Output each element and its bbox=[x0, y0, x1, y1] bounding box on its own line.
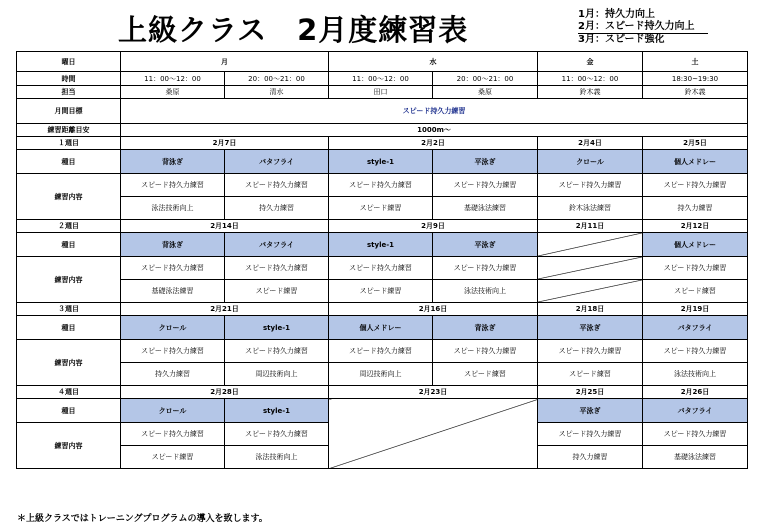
event-label: 種目 bbox=[17, 150, 121, 174]
event-row bbox=[17, 316, 748, 340]
event-cell: 平泳ぎ bbox=[538, 399, 643, 423]
content-cell: 基礎泳法練習 bbox=[121, 280, 225, 303]
event-cell: style-1 bbox=[329, 233, 433, 257]
event-cell: 平泳ぎ bbox=[433, 150, 538, 174]
content-cell: 泳法技術向上 bbox=[121, 197, 225, 220]
content-cell: スピード練習 bbox=[433, 363, 538, 386]
coach-row bbox=[17, 86, 748, 99]
date-cell: 2月18日 bbox=[538, 303, 643, 316]
date-cell: 2月25日 bbox=[538, 386, 643, 399]
content-row bbox=[17, 363, 748, 386]
date-cell: 2月21日 bbox=[121, 303, 329, 316]
content-cell: スピード持久力練習 bbox=[121, 423, 225, 446]
time-cell: 20：00～21：00 bbox=[225, 72, 329, 86]
day-wednesday: 水 bbox=[329, 52, 538, 72]
date-cell: 2月23日 bbox=[329, 386, 538, 399]
event-row bbox=[17, 233, 748, 257]
content-cell: スピード持久力練習 bbox=[538, 340, 643, 363]
coach-cell: 鈴木義 bbox=[538, 86, 643, 99]
date-cell: 2月2日 bbox=[329, 137, 538, 150]
content-cell: スピード持久力練習 bbox=[329, 174, 433, 197]
content-cell: スピード持久力練習 bbox=[643, 340, 748, 363]
page-title: 上級クラス 2月度練習表 bbox=[118, 13, 469, 47]
event-label: 種目 bbox=[17, 233, 121, 257]
content-cell: スピード持久力練習 bbox=[433, 257, 538, 280]
week-date-row bbox=[17, 386, 748, 399]
date-cell: 2月5日 bbox=[643, 137, 748, 150]
date-cell: 2月16日 bbox=[329, 303, 538, 316]
legend-item-february: 2月：スピード持久力向上 bbox=[578, 21, 708, 34]
content-cell: スピード練習 bbox=[538, 363, 643, 386]
event-cell: バタフライ bbox=[643, 316, 748, 340]
legend-item-january: 1月：持久力向上 bbox=[578, 9, 655, 20]
time-cell: 11：00～12：00 bbox=[121, 72, 225, 86]
week-label: ２週目 bbox=[17, 220, 121, 233]
content-cell: 鈴木泳法練習 bbox=[538, 197, 643, 220]
event-cell: バタフライ bbox=[225, 150, 329, 174]
event-cell: クロール bbox=[121, 316, 225, 340]
date-cell: 2月26日 bbox=[643, 386, 748, 399]
content-cell: スピード持久力練習 bbox=[121, 257, 225, 280]
date-cell: 2月19日 bbox=[643, 303, 748, 316]
event-cell: 平泳ぎ bbox=[538, 316, 643, 340]
content-row bbox=[17, 280, 748, 303]
date-cell: 2月11日 bbox=[538, 220, 643, 233]
content-cell: 泳法技術向上 bbox=[433, 280, 538, 303]
week-date-row bbox=[17, 137, 748, 150]
cancelled-cell bbox=[329, 399, 538, 469]
event-cell: 背泳ぎ bbox=[121, 150, 225, 174]
weekday-label: 曜日 bbox=[17, 52, 121, 72]
event-cell: style-1 bbox=[225, 316, 329, 340]
content-label: 練習内容 bbox=[17, 257, 121, 303]
event-cell: クロール bbox=[121, 399, 225, 423]
day-monday: 月 bbox=[121, 52, 329, 72]
event-cell: style-1 bbox=[225, 399, 329, 423]
coach-label: 担当 bbox=[17, 86, 121, 99]
content-cell: スピード練習 bbox=[643, 280, 748, 303]
coach-cell: 清水 bbox=[225, 86, 329, 99]
goal-label: 月間目標 bbox=[17, 99, 121, 124]
content-cell: スピード持久力練習 bbox=[225, 174, 329, 197]
distance-label: 練習距離目安 bbox=[17, 124, 121, 137]
time-label: 時間 bbox=[17, 72, 121, 86]
content-cell: スピード練習 bbox=[225, 280, 329, 303]
content-row bbox=[17, 340, 748, 363]
content-cell: スピード持久力練習 bbox=[643, 423, 748, 446]
cancelled-cell bbox=[538, 257, 643, 280]
footer-note: ＊上級クラスではトレーニングプログラムの導入を致します。 bbox=[17, 514, 268, 524]
content-cell: スピード持久力練習 bbox=[121, 174, 225, 197]
content-cell: 基礎泳法練習 bbox=[433, 197, 538, 220]
coach-cell: 桑原 bbox=[433, 86, 538, 99]
event-cell: 背泳ぎ bbox=[433, 316, 538, 340]
monthly-goal: スピード持久力練習 bbox=[121, 99, 748, 124]
content-cell: 泳法技術向上 bbox=[643, 363, 748, 386]
content-cell: スピード持久力練習 bbox=[329, 340, 433, 363]
distance-row bbox=[17, 124, 748, 137]
coach-cell: 田口 bbox=[329, 86, 433, 99]
content-cell: 持久力練習 bbox=[121, 363, 225, 386]
content-row bbox=[17, 197, 748, 220]
date-cell: 2月12日 bbox=[643, 220, 748, 233]
event-cell: 個人メドレー bbox=[643, 150, 748, 174]
content-cell: スピード持久力練習 bbox=[433, 340, 538, 363]
content-cell: スピード持久力練習 bbox=[538, 174, 643, 197]
content-cell: スピード持久力練習 bbox=[329, 257, 433, 280]
content-cell: 周辺技術向上 bbox=[225, 363, 329, 386]
content-cell: 基礎泳法練習 bbox=[643, 446, 748, 469]
content-cell: スピード持久力練習 bbox=[433, 174, 538, 197]
content-row bbox=[17, 257, 748, 280]
coach-cell: 桑原 bbox=[121, 86, 225, 99]
week-label: ４週目 bbox=[17, 386, 121, 399]
content-cell: スピード持久力練習 bbox=[643, 174, 748, 197]
time-cell: 11：00～12：00 bbox=[329, 72, 433, 86]
time-cell: 11：00～12：00 bbox=[538, 72, 643, 86]
day-friday: 金 bbox=[538, 52, 643, 72]
time-cell: 20：00～21：00 bbox=[433, 72, 538, 86]
content-cell: スピード持久力練習 bbox=[225, 423, 329, 446]
event-cell: 背泳ぎ bbox=[121, 233, 225, 257]
event-row bbox=[17, 399, 748, 423]
content-cell: 持久力練習 bbox=[538, 446, 643, 469]
content-cell: スピード持久力練習 bbox=[225, 340, 329, 363]
content-label: 練習内容 bbox=[17, 340, 121, 386]
event-cell: style-1 bbox=[329, 150, 433, 174]
week-label: １週目 bbox=[17, 137, 121, 150]
content-cell: スピード持久力練習 bbox=[121, 340, 225, 363]
legend-item-march: 3月：スピード強化 bbox=[578, 34, 665, 45]
content-label: 練習内容 bbox=[17, 174, 121, 220]
content-cell: スピード練習 bbox=[121, 446, 225, 469]
content-cell: スピード持久力練習 bbox=[538, 423, 643, 446]
date-cell: 2月4日 bbox=[538, 137, 643, 150]
week-date-row bbox=[17, 303, 748, 316]
content-row bbox=[17, 174, 748, 197]
date-cell: 2月7日 bbox=[121, 137, 329, 150]
week-label: ３週目 bbox=[17, 303, 121, 316]
goal-row bbox=[17, 99, 748, 124]
date-cell: 2月9日 bbox=[329, 220, 538, 233]
content-cell: スピード持久力練習 bbox=[643, 257, 748, 280]
content-cell: 周辺技術向上 bbox=[329, 363, 433, 386]
coach-cell: 鈴木義 bbox=[643, 86, 748, 99]
event-label: 種目 bbox=[17, 399, 121, 423]
date-cell: 2月28日 bbox=[121, 386, 329, 399]
week-date-row bbox=[17, 220, 748, 233]
event-label: 種目 bbox=[17, 316, 121, 340]
time-cell: 18:30~19:30 bbox=[643, 72, 748, 86]
content-cell: 持久力練習 bbox=[643, 197, 748, 220]
content-cell: 持久力練習 bbox=[225, 197, 329, 220]
date-cell: 2月14日 bbox=[121, 220, 329, 233]
event-cell: バタフライ bbox=[643, 399, 748, 423]
cancelled-cell bbox=[538, 233, 643, 257]
content-cell: スピード持久力練習 bbox=[225, 257, 329, 280]
event-cell: 個人メドレー bbox=[329, 316, 433, 340]
event-cell: クロール bbox=[538, 150, 643, 174]
content-cell: 泳法技術向上 bbox=[225, 446, 329, 469]
content-cell: スピード練習 bbox=[329, 197, 433, 220]
practice-schedule-table bbox=[16, 51, 748, 469]
event-row bbox=[17, 150, 748, 174]
content-cell: スピード練習 bbox=[329, 280, 433, 303]
event-cell: バタフライ bbox=[225, 233, 329, 257]
cancelled-cell bbox=[538, 280, 643, 303]
monthly-theme-legend bbox=[578, 9, 708, 46]
time-row bbox=[17, 72, 748, 86]
weekday-row bbox=[17, 52, 748, 72]
day-saturday: 土 bbox=[643, 52, 748, 72]
event-cell: 個人メドレー bbox=[643, 233, 748, 257]
distance-target: 1000m～ bbox=[121, 124, 748, 137]
content-label: 練習内容 bbox=[17, 423, 121, 469]
event-cell: 平泳ぎ bbox=[433, 233, 538, 257]
